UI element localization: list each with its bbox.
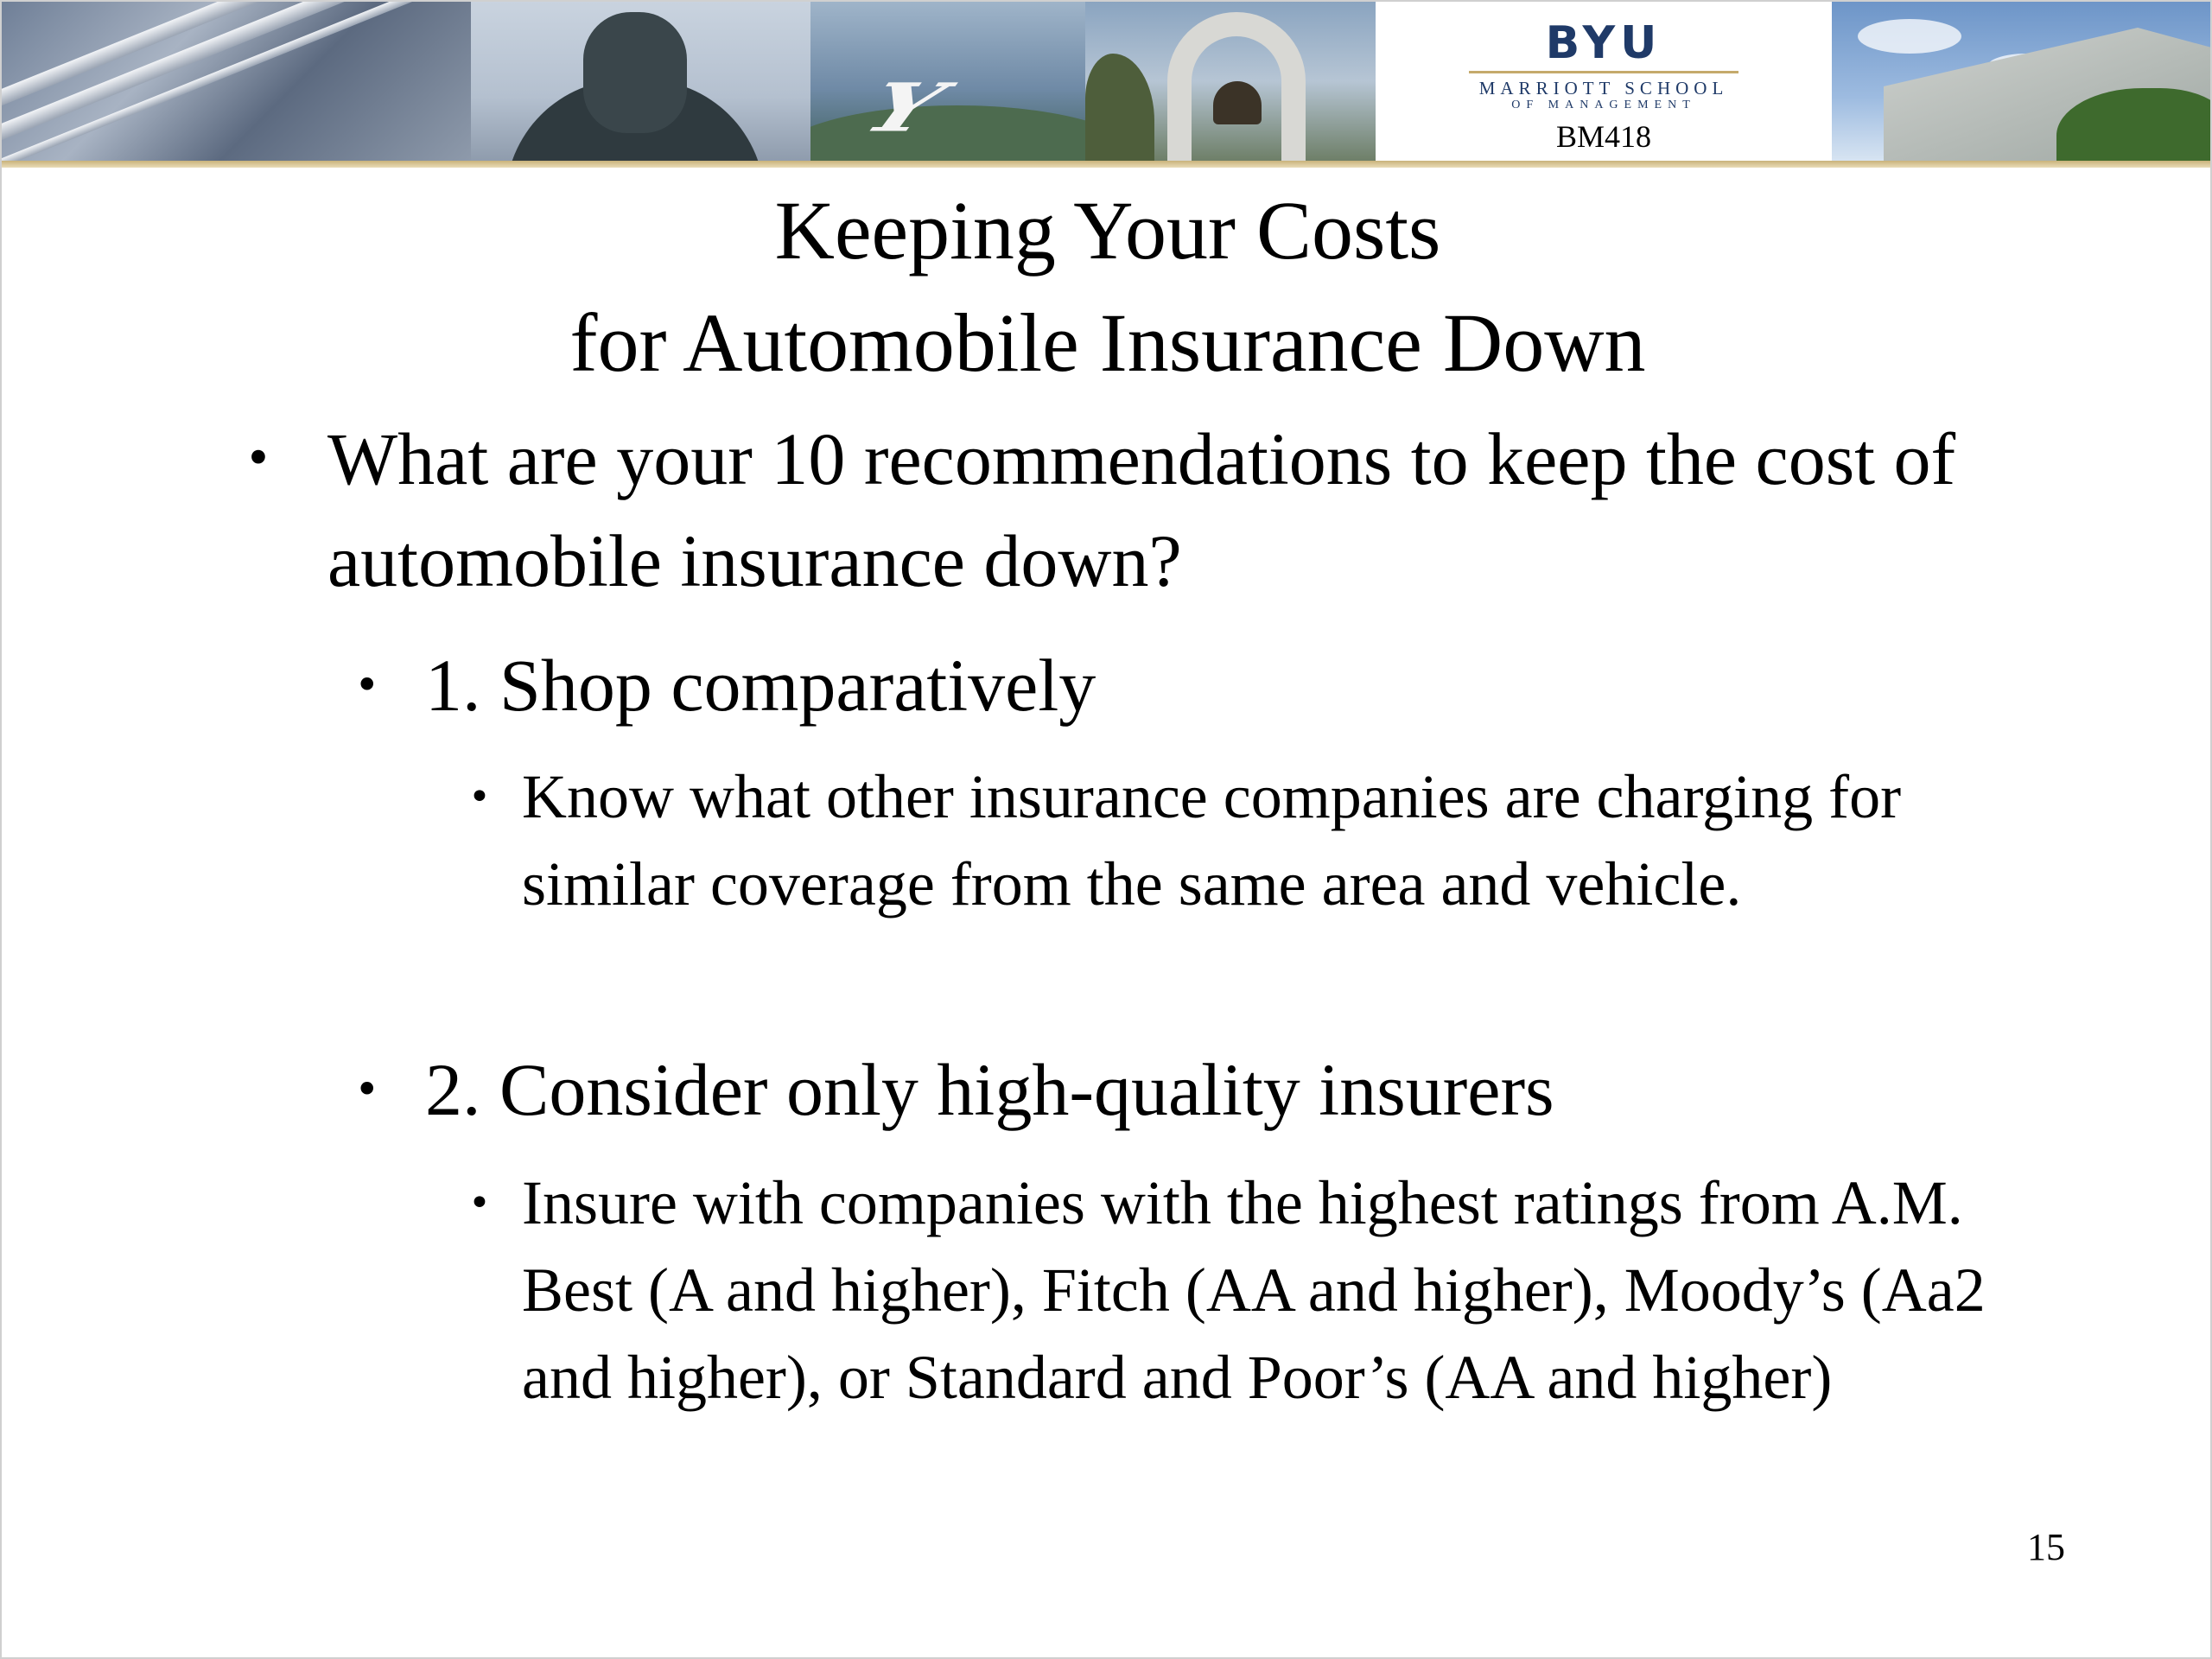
banner-photo-roof [2,2,471,161]
slide-title-line-1: Keeping Your Costs [774,184,1441,276]
banner-photo-statue [471,2,810,161]
recommendation-2 [354,1039,1980,1141]
logo-subtitle: OF MANAGEMENT [1511,99,1696,111]
slide-title-line-2: for Automobile Insurance Down [569,296,1646,389]
logo-divider [1469,71,1738,73]
header-banner [2,2,2212,161]
recommendation-2-heading: 2. Consider only high-quality insurers [425,1048,1554,1131]
bullet-dot: • [468,1181,491,1225]
recommendation-1-detail-text: Know what other insurance companies are charging for similar coverage from the same area and vehicle. [522,762,1902,918]
bullet-dot: • [468,775,491,819]
bullet-dot: • [245,431,272,486]
recommendation-1-detail [468,753,1991,928]
banner-divider [2,161,2212,168]
page-number: 15 [2027,1526,2065,1568]
logo-school-name: MARRIOTT SCHOOL [1478,78,1729,99]
recommendation-1-heading: 1. Shop comparatively [425,644,1096,727]
banner-photo-building [1832,2,2212,161]
bullet-dot: • [354,660,380,710]
recommendation-2-detail [468,1160,1991,1421]
logo-wordmark: BYU [1545,17,1662,69]
question-text: What are your 10 recommendations to keep the cost of automobile insurance down? [327,417,1956,602]
bullet-question [245,408,2012,612]
recommendation-2-detail-text: Insure with companies with the highest ratings from A.M. Best (A and higher), Fitch (AA and higher), Moody’s (Aa2 and higher), or Standard and Poor’s (AA and higher) [522,1168,1986,1412]
banner-photo-y-mountain: Y [810,2,1085,161]
banner-photo-bell-arch [1085,2,1376,161]
recommendation-1 [354,634,1980,736]
course-code: BM418 [1555,119,1652,154]
bullet-dot: • [354,1065,380,1115]
slide-title [2,175,2212,399]
byu-marriott-logo [1376,2,1832,161]
